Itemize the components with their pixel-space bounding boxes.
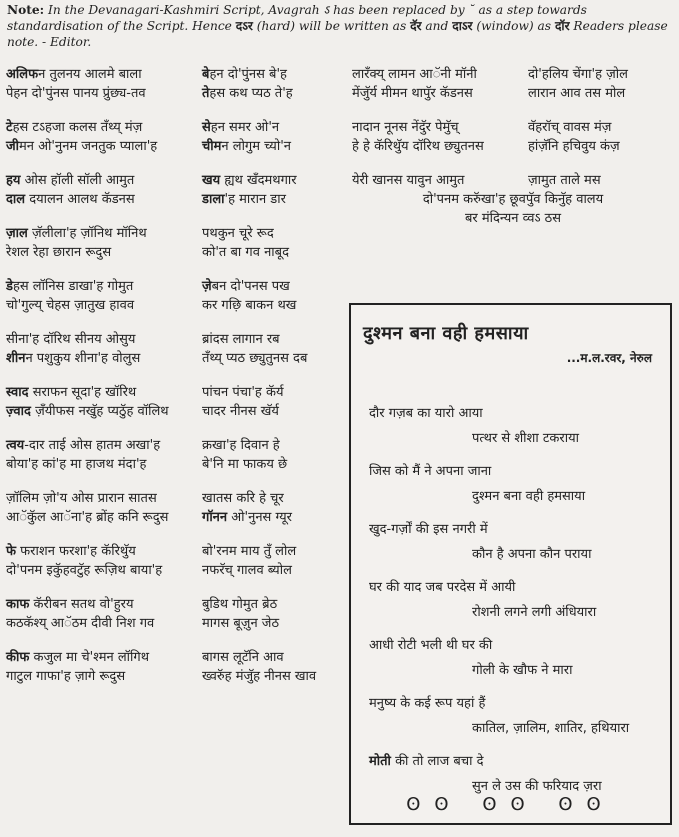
poem-author: ...म.ल.रवर, नेरुल <box>566 351 652 365</box>
verse-line: पेहन दो'पुंनस पानय प्रुंछ्य-तव तेहस कथ प्यठ ते'ह <box>6 86 293 101</box>
verse-line: बर मंदिन्यन व्वऽ ठस <box>464 211 562 226</box>
editor-note <box>7 2 675 50</box>
verse-line: ज़्वाद ज़ॅंयीफस नखुॅह प्यठुॅह वॉलिथ चादर नीनस खॅर्य <box>6 404 279 419</box>
verse-line: कठकॅश्य् आॅठम दीवी निश गव मागस बूज़ुन जेठ <box>6 616 279 631</box>
note-text-3: (window) as <box>472 19 555 33</box>
poem-box <box>349 303 672 825</box>
ornament-icon: ʘʘ ʘʘ ʘʘ <box>406 794 615 815</box>
verse-line: गाटुल गाफा'ह ज़ागे रूदुस ख्वरुॅह मंजुॅह नीनस खाव <box>6 669 317 684</box>
poem-line: दुश्मन बना वही हमसाया <box>472 489 586 504</box>
verse-line: हय ओस हॉली सॉली आमुत खय ह्यथ खॅंदमथगार <box>6 173 297 188</box>
verse-line: फे फराशन फरशा'ह कॅरिथुॅय बो'रनम माय तुॅं लोल <box>6 544 297 559</box>
verse-line: बोया'ह कां'ह मा हाजथ मंदा'ह बे'नि मा फाकय छे <box>6 457 288 472</box>
poet-name: मोती <box>369 754 391 769</box>
poem-line: पत्थर से शीशा टकराया <box>472 431 580 446</box>
poem-line: मनुष्य के कई रूप यहां हैं <box>369 696 486 711</box>
poem-line: कातिल, ज़ालिम, शातिर, हथियारा <box>472 721 630 736</box>
poem-body <box>369 401 659 799</box>
poem-line: आधी रोटी भली थी घर की <box>369 638 493 653</box>
verse-line: ज़ॉलिम ज़ो'य ओस प्रारान सातस खातस करि हे चूर <box>6 491 284 506</box>
poem-line: सुन ले उस की फरियाद ज़रा <box>472 779 602 794</box>
note-word-3: दाऽर <box>452 19 473 33</box>
verse-line: मेंजुॅर्य मीमन थापुॅर कॅडनस लारान आव तस मोल <box>352 86 626 101</box>
left-verse-column <box>6 65 342 686</box>
note-text-a: In the Devanagari-Kashmiri Script, Avagrah ऽ has been replaced by ˘ as a step towards standardisation of the Script. Hence <box>7 3 587 33</box>
verse-line: काफ कॅरीबन सतथ वो'हुरय बुडिथ गोमुत ब्रेठ <box>6 597 278 612</box>
verse-line: कीफ कजुल मा चे'श्मन लॉगिथ बागस लूटॅनि आव <box>6 650 284 665</box>
verse-line: त्वय-दार ताई ओस हातम अखा'ह क्रखा'ह दिवान हे <box>6 438 280 453</box>
note-label: Note: <box>7 3 45 17</box>
verse-line: अलिफन तुलनय आलमे बाला बेहन दो'पुंनस बे'ह <box>6 67 287 82</box>
verse-line: टेहस टऽहजा कलस तॅंथ्य् मंज़ सेहन समर ओ'न <box>6 120 280 135</box>
verse-line: दाल दयालन आलथ कॅडनस डाला'ह मारान डार <box>6 192 286 207</box>
verse-line: दो'पनम इकुॅहवटुॅह रूज़िथ बाया'ह नफरॅच् गालव ब्योल <box>6 563 292 578</box>
verse-line: आॅकुॅल आॅना'ह ब्रोंह कनि रूदुस गॉनन ओ'नुनस ग्यूर <box>6 510 292 525</box>
poem-line: खुद-गर्ज़ों की इस नगरी में <box>369 522 488 537</box>
verse-line: चो'गुल्य् चेहस ज़ातुख हावव कर गछ़ि बाकन थख <box>6 298 297 313</box>
verse-line: लारॅंक्य् लामन आॅनी मॉनी दो'हलिय चेंगा'ह ज़ोल <box>352 67 628 82</box>
verse-line: शीनन पशुकुय शीना'ह वोलुस तॅंथ्य् प्यठ छ्युतुनस दब <box>6 351 308 366</box>
verse-line: जीमन ओ'नुनम जनतुक प्याला'ह चीमन लोगुम च्यो'न <box>6 139 292 154</box>
verse-line: हे हे कॅरिथुॅय दॉरिथ छ्युतनस हांज़ॅनि हचिवुय कंज़ <box>352 139 620 154</box>
note-word-4: दॉर <box>554 19 570 33</box>
note-text-b: Readers please note. - Editor. <box>7 19 668 49</box>
poem-line: जिस को मैं ने अपना जाना <box>369 464 492 479</box>
verse-line: दो'पनम करुॅखा'ह छूवपुॅव किनुॅह वालय <box>422 192 604 207</box>
poem-line: गोली के खौफ ने मारा <box>472 663 573 678</box>
verse-line: डेहस लॉनिस डाखा'ह गोमुत ज़ेबन दो'पनस पख <box>6 279 290 294</box>
verse-line: नादान नूनस नेंदुॅर पेमुॅच् वॅहरॉच् वावस मंज़ <box>352 120 612 135</box>
verse-line: ज़ाल ज़ॅलीला'ह ज़ॉनिथ मॉनिथ पथकुन चूरे रूद <box>6 226 274 241</box>
poem-line: दौर गज़ब का यारो आया <box>369 406 483 421</box>
right-verse-column <box>352 65 674 228</box>
verse-line: येरी खानस यावुन आमुत ज़ामुत ताले मस <box>352 173 601 188</box>
verse-line: सीना'ह दॉरिथ सीनय ओसुय ब्रांदस लागान रब <box>6 332 280 347</box>
poem-title: दुश्मन बना वही हमसाया <box>363 323 529 344</box>
note-word-2: दॅर <box>410 19 422 33</box>
poem-line: मोती की तो लाज बचा दे <box>369 754 484 769</box>
note-text-1: (hard) will be written as <box>252 19 411 33</box>
verse-line: रेशल रेहा छारान रूदुस को'त बा गव नाबूद <box>6 245 289 260</box>
poem-line: रोशनी लगने लगी अंधियारा <box>472 605 597 620</box>
note-word-1: दऽर <box>235 19 253 33</box>
note-text-2: and <box>421 19 453 33</box>
verse-line: स्वाद सराफन सूदा'ह खॉरिथ पांचन पंचा'ह कॅर्य <box>6 385 284 400</box>
poem-line: घर की याद जब परदेस में आयी <box>369 580 516 595</box>
poem-line: कौन है अपना कौन पराया <box>472 547 592 562</box>
